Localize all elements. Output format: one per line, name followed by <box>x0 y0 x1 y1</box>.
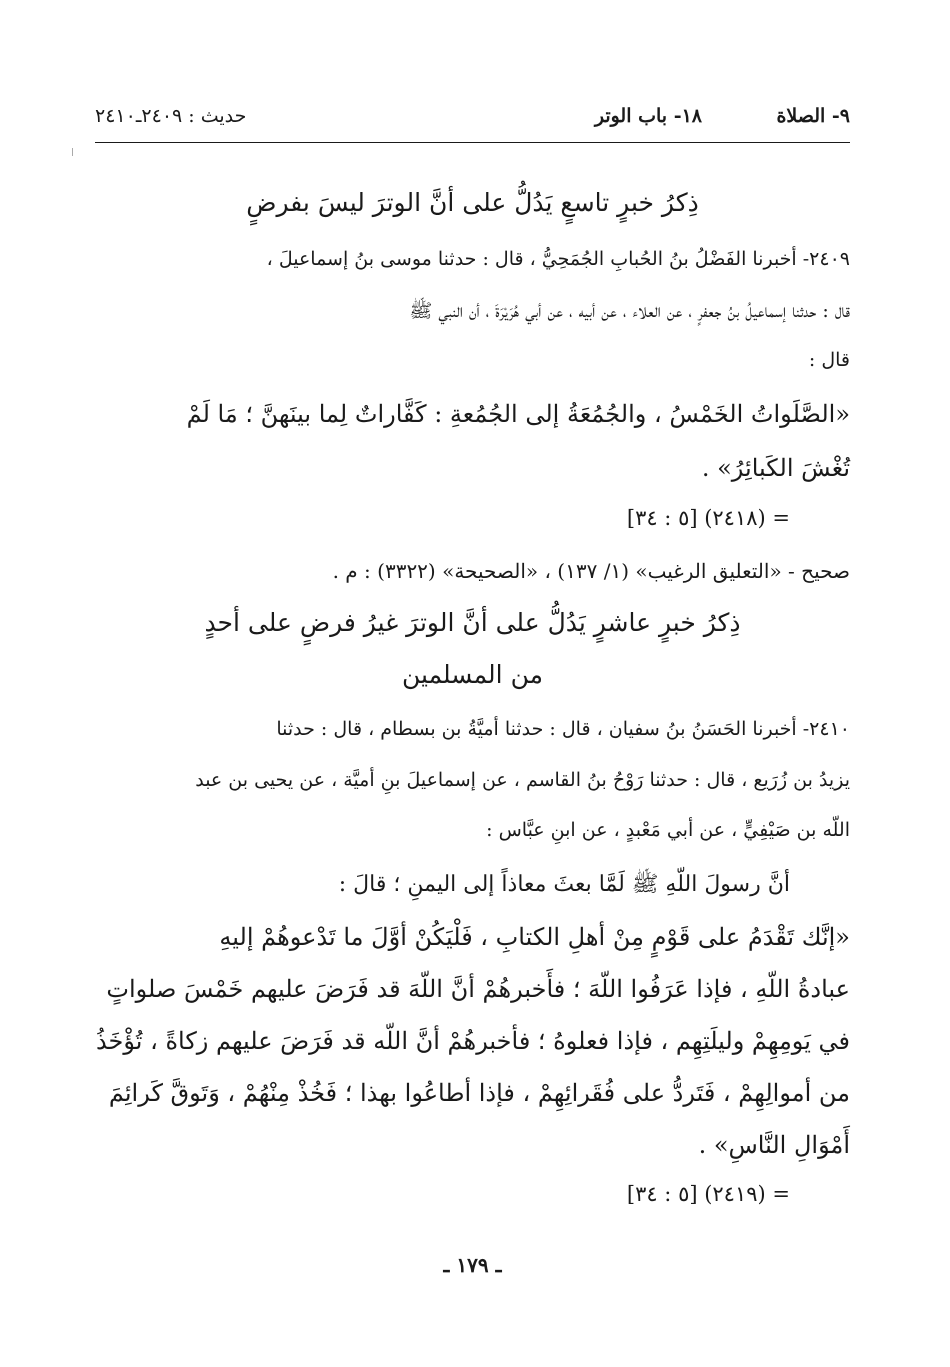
hadith-2410-text-line-3: في يَومِهِمْ وليلَتِهِم ، فإذا فعلوهُ ؛ فأخبرهُمْ أنَّ اللّه قد فَرَضَ عليهم زكاةً ، تُؤْخَذُ <box>95 1027 850 1055</box>
section-heading-2-line-2: من المسلمين <box>402 660 543 689</box>
section-title: ١٨- باب الوتر <box>594 105 702 127</box>
header-rule <box>95 142 850 143</box>
hadith-range: حديث : ٢٤٠٩ـ٢٤١٠ <box>95 105 247 127</box>
grade-label: صحيح <box>801 559 850 583</box>
margin-mark <box>72 148 73 156</box>
hadith-2410-isnad-line-3: اللّه بن صَيْفِيٍّ ، عن أبي مَعْبدٍ ، عن ابنِ عبَّاس : <box>486 819 850 841</box>
hadith-2410-text-line-5: أَمْوَالِ النَّاسِ» . <box>698 1131 850 1159</box>
hadith-2409-text-line-1: «الصَّلَواتُ الخَمْسُ ، والجُمُعَةُ إلى الجُمُعةِ : كَفَّاراتٌ لِما بينَهنَّ ؛ مَا لَمْ <box>186 400 850 428</box>
hadith-2409-isnad-line-3: قال : <box>808 349 850 371</box>
hadith-2410-text-line-2: عبادةُ اللّهِ ، فإذا عَرَفُوا اللّهَ ؛ فأَخبرهُمْ أنَّ اللّهَ قد فَرَضَ عليهم خَمْسَ صلواتٍ <box>106 975 850 1003</box>
hadith-2409-isnad-line-2: قال : حدثنا إسماعيلُ بنُ جعفرٍ ، عن العلاء ، عن أبيه ، عن أبي هُرَيْرَةَ ، أن النبي ﷺ <box>409 300 850 322</box>
chapter-title: ٩- الصلاة <box>776 105 850 127</box>
hadith-2410-isnad-line-1: ٢٤١٠- أخبرنا الحَسَنُ بنُ سفيان ، قال : حدثنا أميَّةُ بن بسطام ، قال : حدثنا <box>276 718 850 740</box>
section-heading-2-line-1: ذِكرُ خبرٍ عاشرٍ يَدُلُّ على أنَّ الوترَ غيرُ فرضٍ على أحدٍ <box>204 608 741 637</box>
section-heading-1: ذِكرُ خبرٍ تاسعٍ يَدُلُّ على أنَّ الوترَ ليسَ بفرضٍ <box>246 188 699 217</box>
hadith-2409-reference: = (٢٤١٨) [٥ : ٣٤] <box>626 506 790 530</box>
hadith-2410-text-line-1: «إنَّك تَقْدَمُ على قَوْمٍ مِنْ أهلِ الكتابِ ، فَلْيَكُنْ أوَّلَ ما تَدْعوهُمْ إليهِ <box>219 923 850 951</box>
hadith-2410-isnad-line-2: يزيدُ بن زُرَيع ، قال : حدثنا رَوْحُ بنُ القاسم ، عن إسماعيلَ بنِ أميَّة ، عن يحيى بن عبد <box>195 769 850 791</box>
page-number: ـ ١٧٩ ـ <box>443 1253 502 1277</box>
hadith-2410-text-line-4: من أموالِهِمْ ، فَتَردُّ على فُقَرائِهِمْ ، فإذا أطاعُوا بهذا ؛ فَخُذْ مِنْهُمْ ، وَتَوقَّ كَرائِمَ <box>108 1079 850 1107</box>
running-header <box>95 105 850 135</box>
hadith-2409-text-line-2: تُغْشَ الكَبائِرُ» . <box>701 454 850 482</box>
hadith-2410-reference: = (٢٤١٩) [٥ : ٣٤] <box>626 1182 790 1206</box>
grade-sources: - «التعليق الرغيب» (١/ ١٣٧) ، «الصحيحة» (٣٣٢٢) : م . <box>332 559 795 583</box>
hadith-2410-intro-line: أنَّ رسولَ اللّهِ ﷺ لَمَّا بعثَ معاذاً إلى اليمنِ ؛ قالَ : <box>338 872 790 897</box>
hadith-2409-isnad-line-1: ٢٤٠٩- أخبرنا الفَضْلُ بنُ الحُبابِ الجُمَحِيُّ ، قال : حدثنا موسى بنُ إسماعيلَ ، <box>266 248 850 270</box>
hadith-2409-grading <box>333 561 850 581</box>
